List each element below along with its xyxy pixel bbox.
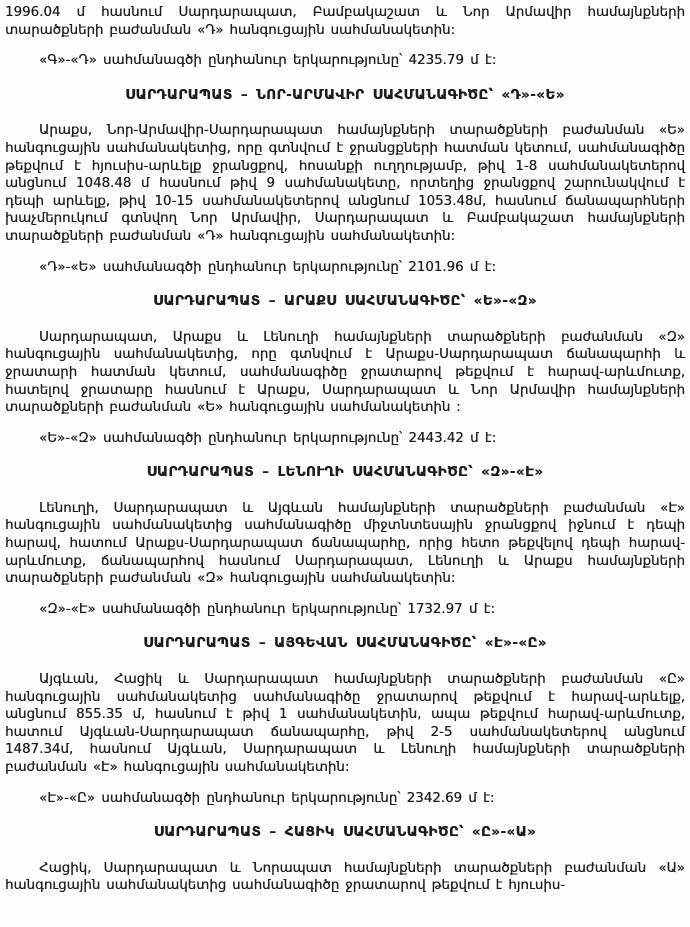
section-length-lenughi: «Զ»-«Է» սահմանագծի ընդհանուր երկարությունը՝ 1732.97 մ է: (39, 601, 495, 617)
section-heading-araks: ՍԱՐԴԱՐԱՊԱՏ – ԱՐԱՔՍ ՍԱՀՄԱՆԱԳԻԾԸ՝ «Ե»-«Զ» (153, 293, 537, 310)
section-heading-nor-armavir: ՍԱՐԴԱՐԱՊԱՏ – ՆՈՐ-ԱՐՄԱՎԻՐ ՍԱՀՄԱՆԱԳԻԾԸ՝ «Դ»-«Ե» (125, 86, 565, 103)
intro-paragraph-continuation: 1996.04 մ հասնում Սարդարապատ, Բամբակաշատ և Նոր Արմավիր համայնքների տարածքների բաժանման «Դ» հանգուցային սահմանակետին: (5, 5, 685, 38)
section-length-araks: «Ե»-«Զ» սահմանագծի ընդհանուր երկարությունը՝ 2443.42 մ է: (39, 430, 497, 446)
section-heading-lenughi: ՍԱՐԴԱՐԱՊԱՏ – ԼԵՆՈՒՂԻ ՍԱՀՄԱՆԱԳԻԾԸ՝ «Զ»-«Է» (146, 464, 544, 481)
intro-boundary-length-line: «Գ»-«Դ» սահմանագծի ընդհանուր երկարությունը՝ 4235.79 մ է: (39, 53, 497, 69)
section-body-nor-armavir: Արաքս, Նոր-Արմավիր-Սարդարապատ համայնքների տարածքների բաժանման «Ե» հանգուցային սահմանակետից, որը գտնվում է ջրանցքների հատման կետում, սահմանագիծը թեքվում է հյուսիս-արևելք ջրանցքով, հոսանքի ուղղությամբ, թիվ 1-8 սահմանակետերով անցնում 1048.48 մ հասնում թիվ 9 սահմանակետը, որտեղից ջրանցքով շարունակվում է դեպի արևելք, թիվ 10-15 սահմանակետերով անցնում 1053.48մ, հասնում ճանապարհների խաչմերուկում գտնվող Նոր Արմավիր, Սարդարապատ և Բամբակաշատ համայնքների տարածքների բաժանման «Դ» հանգուցային սահմանակետին: (5, 123, 685, 244)
section-length-aygevan: «Է»-«Ը» սահմանագծի ընդհանուր երկարությունը՝ 2342.69 մ է: (39, 790, 495, 806)
section-heading-aygevan: ՍԱՐԴԱՐԱՊԱՏ – ԱՅԳԵՎԱՆ ՍԱՀՄԱՆԱԳԻԾԸ՝ «Է»-«Ը» (143, 635, 547, 652)
section-body-aygevan: Այգևան, Հացիկ և Սարդարապատ համայնքների տարածքների բաժանման «Ը» հանգուցային սահմանակետից սահմանագիծը ջրատարով թեքվում է հարավ-արևելք, անցնում 855.35 մ, հասնում է թիվ 1 սահմանակետին, ապա թեքվում հարավ-արևմուտք, հատում Այգևան-Սարդարապատ ճանապարհը, թիվ 2-5 սահմանակետերով անցնում 1487.34մ, հասնում Այգևան, Սարդարապատ և Լենուղի համայնքների տարածքների բաժանման «Է» հանգուցային սահմանակետին: (5, 672, 685, 775)
section-body-lenughi: Լենուղի, Սարդարապատ և Այգևան համայնքների տարածքների բաժանման «Է» հանգուցային սահմանակետից սահմանագիծը միջտնտեսային ջրանցքով իջնում է դեպի հարավ, հատում Արաքս-Սարդարապատ ճանապարհը, որից հետո թեքվելով դեպի հարավ-արևմուտք, ճանապարհով հասնում Սարդարապատ, Լենուղի և Արաքս համայնքների տարածքների բաժանման «Զ» հանգուցային սահմանակետին: (5, 500, 685, 587)
section-body-hatsik-partial: Հացիկ, Սարդարապատ և Նորապատ համայնքների տարածքների բաժանման «Ա» հանգուցային սահմանակետից սահմանագիծը ջրատարով թեքվում է հյուսիս- (5, 860, 685, 894)
section-body-araks: Սարդարապատ, Արաքս և Լենուղի համայնքների տարածքների բաժանման «Զ» հանգուցային սահմանակետից, որը գտնվում է Արաքս-Սարդարապատ ճանապարհի և ջրատարի հատման կետում, սահմանագիծը ջրատարով թեքվում է հարավ-արևմուտք, հատելով ջրատարը հասնում է Արաքս, Սարդարապատ և Նոր Արմավիր համայնքների տարածքների բաժանման «Ե» հանգուցային սահմանակետին : (5, 329, 685, 416)
section-heading-hatsik: ՍԱՐԴԱՐԱՊԱՏ – ՀԱՑԻԿ ՍԱՀՄԱՆԱԳԻԾԸ՝ «Ը»-«Ա» (153, 824, 537, 841)
section-length-nor-armavir: «Դ»-«Ե» սահմանագծի ընդհանուր երկարությունը՝ 2101.96 մ է: (39, 259, 496, 275)
